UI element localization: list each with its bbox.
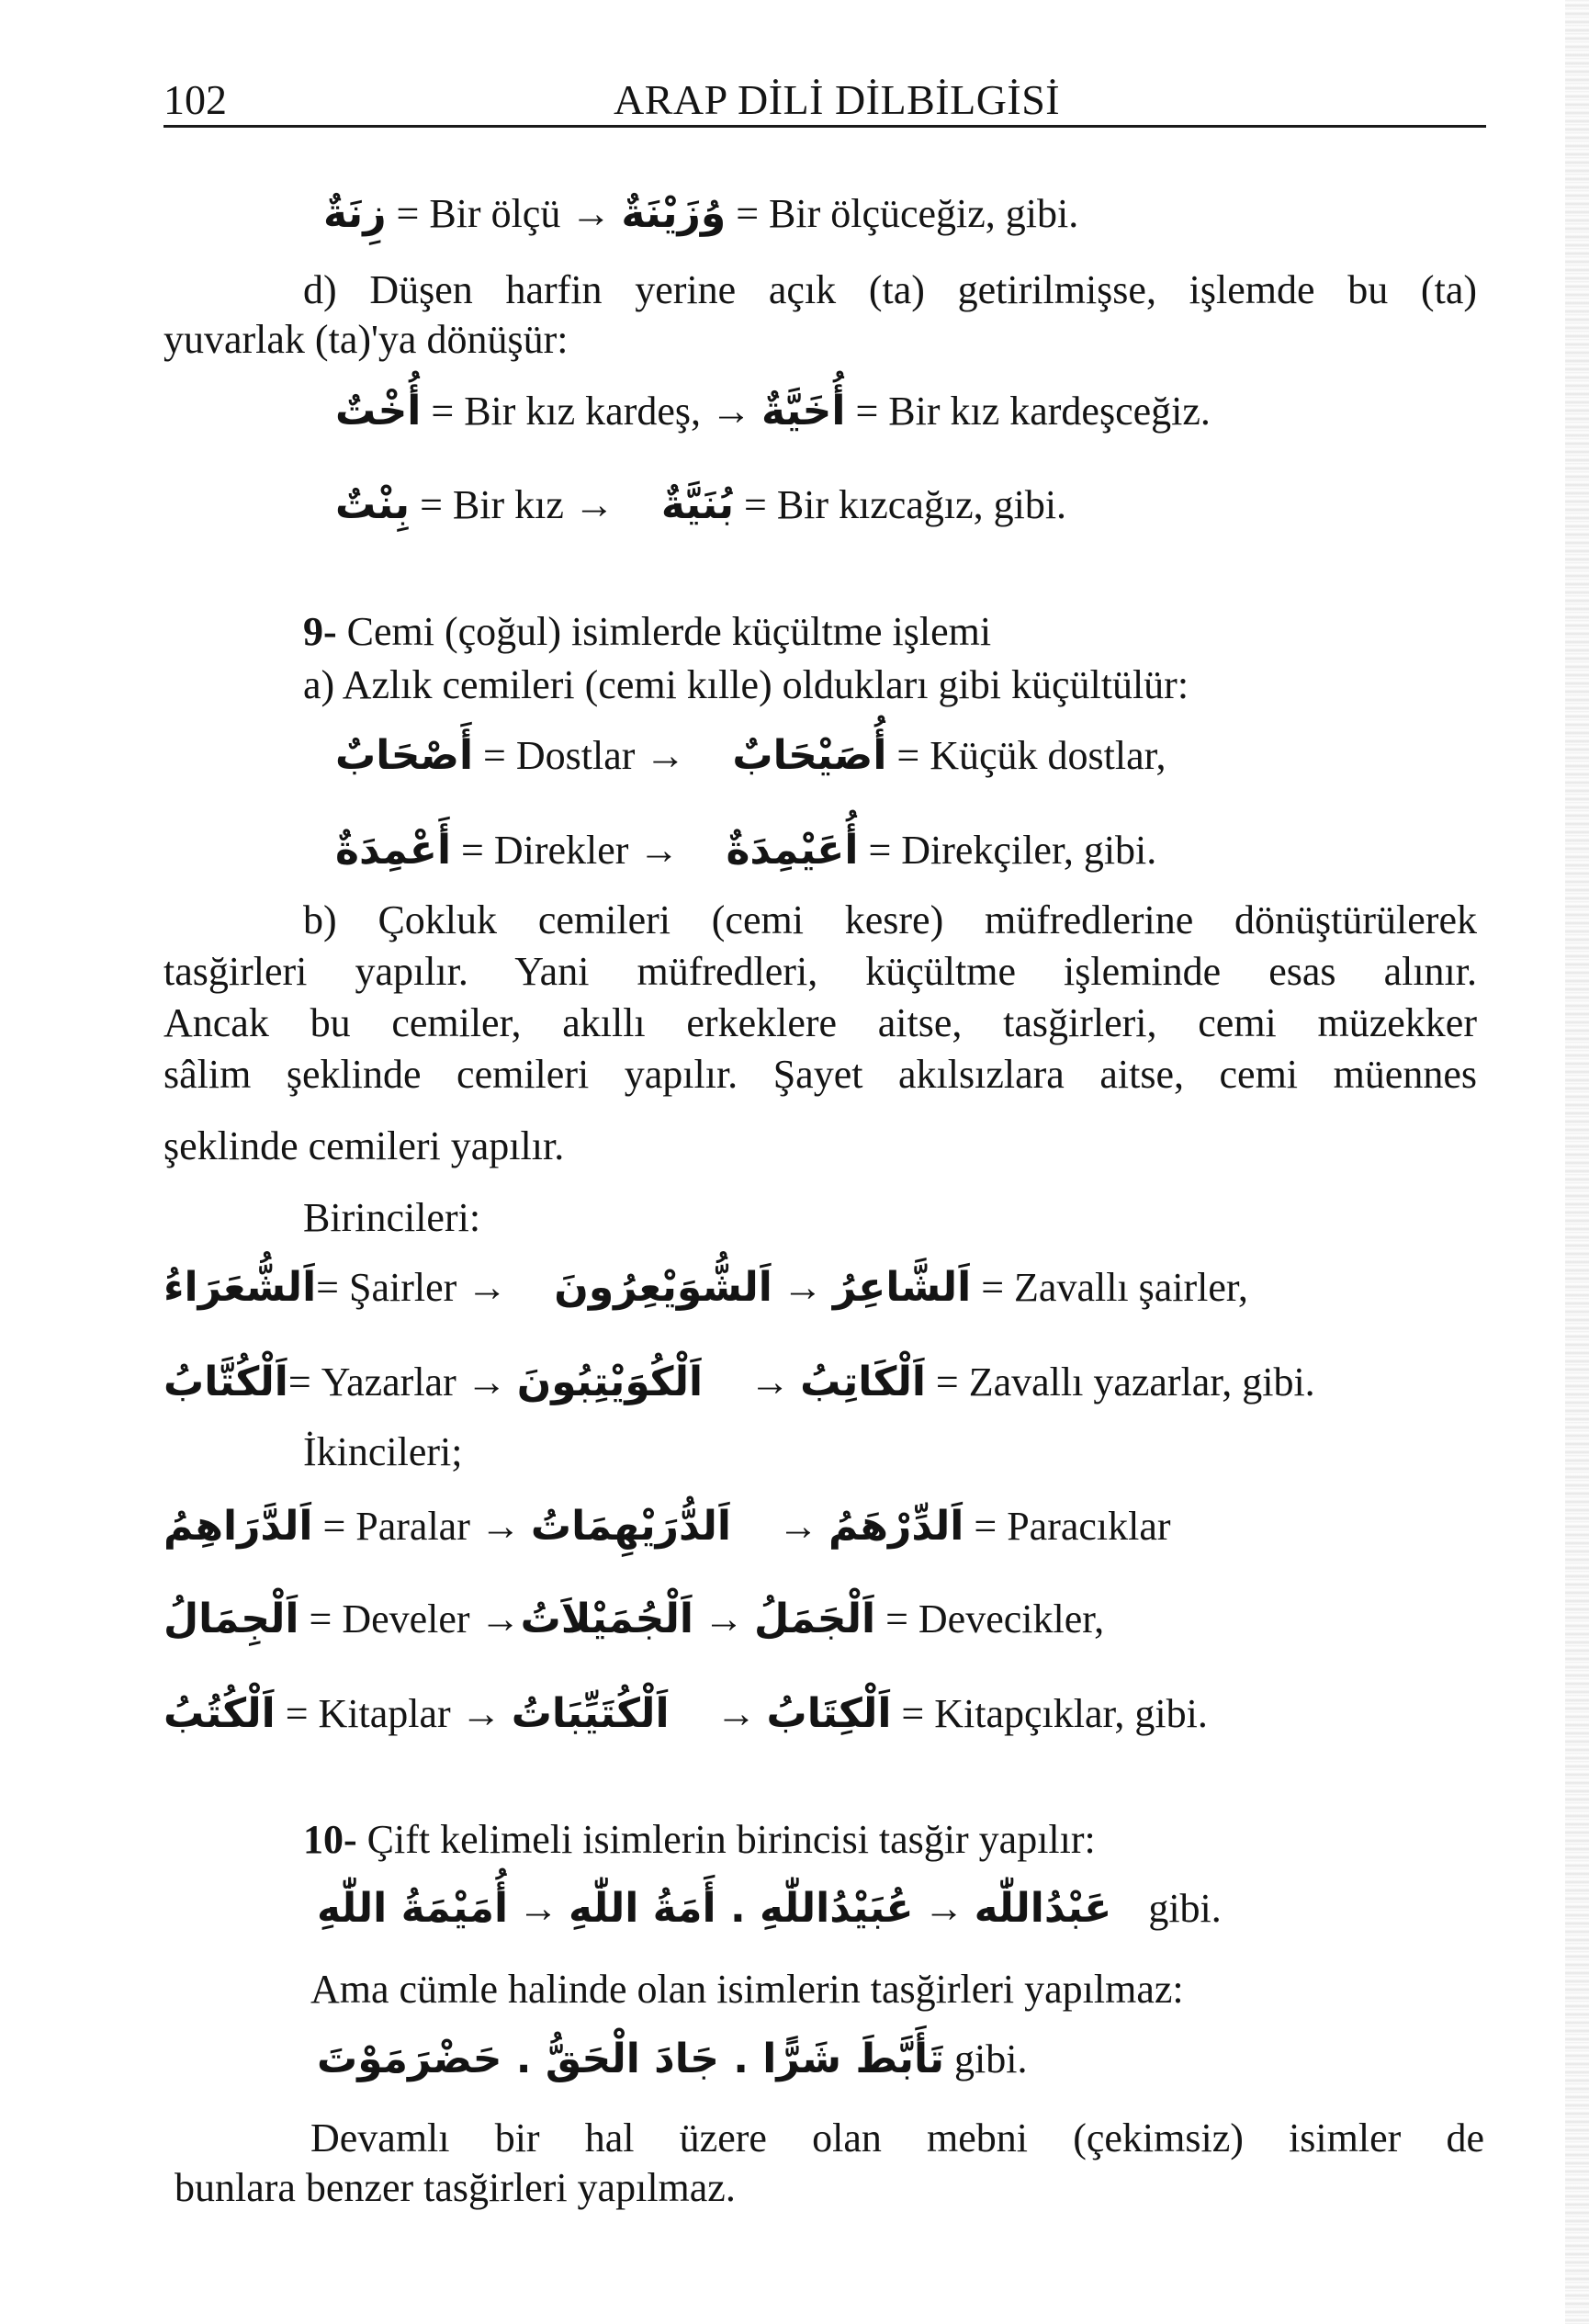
section-9-a: a) Azlık cemileri (cemi kılle) oldukları gibi küçültülür: [303,662,1189,707]
example-line-cimal [163,1594,1104,1645]
paragraph-d-line2: yuvarlak (ta)'ya dönüşür: [163,317,569,362]
paragraph-d-line1: d) Düşen harfin yerine açık (ta) getirilmişse, işlemde bu (ta) [303,267,1477,312]
gloss: = Küçük dostlar, [886,733,1166,778]
gloss: = Devecikler, [875,1596,1105,1641]
gloss: = Şairler → [316,1265,518,1310]
arabic-diminutive: اَلشُّوَيْعِرُونَ [554,1264,772,1311]
paragraph-b-line1: b) Çokluk cemileri (cemi kesre) müfredlerine dönüştürülerek [303,897,1477,942]
page-number: 102 [163,76,227,123]
paragraph-b-line5: şeklinde cemileri yapılır. [163,1123,565,1168]
gloss: gibi. [944,2036,1028,2081]
gloss: = Develer → [299,1596,521,1641]
paragraph-b-line3: Ancak bu cemiler, akıllı erkeklere aitse, tasğirleri, cemi müzekker [163,1000,1477,1045]
section-10-heading [303,1814,1096,1866]
gloss: = Bir kızcağız, gibi. [734,482,1067,527]
gloss: = Direkler → [451,828,690,873]
arabic-term: زِنَةٌ [323,190,387,237]
gloss: = Bir kız kardeşceğiz. [845,389,1211,434]
arabic-diminutive: عُبَيْدُاللّٰهِ . أَمَةُ اللّٰهِ [569,1885,914,1932]
gloss: = Zavallı şairler, [971,1265,1248,1310]
arabic-singular: اَلشَّاعِرُ [832,1264,972,1311]
paragraph-devamli-line2: bunlara benzer tasğirleri yapılmaz. [175,2165,736,2210]
arrow: → [913,1886,975,1931]
arabic-singular: اَلْكِتَابُ [766,1690,892,1737]
example-line-uht [335,386,1211,437]
arabic-term: بِنْتٌ [335,481,411,528]
header-rule [163,125,1486,128]
arabic-diminutive: اَلْجُمَيْلاَتُ [520,1596,693,1642]
arabic-diminutive: اَلدُّرَيْهِمَاتُ [530,1503,732,1550]
example-line-kuttab [163,1357,1315,1408]
subheading-birincileri: Birincileri: [303,1195,481,1240]
arabic-singular: اَلْكَاتِبُ [800,1359,926,1405]
gloss: = Dostlar → [473,733,696,778]
section-title: Cemi (çoğul) isimlerde küçültme işlemi [336,609,992,654]
arabic-singular: اَلْجَمَلُ [753,1596,876,1642]
example-line-sentences [317,2034,1027,2085]
gloss: = Paralar → [312,1504,531,1549]
arrow: → [772,1265,833,1310]
example-line-ashab [335,730,1166,782]
gloss: = Zavallı yazarlar, gibi. [925,1359,1315,1405]
arabic-diminutive: أُعَيْمِدَةٌ [726,827,859,874]
example-line-darahim [163,1501,1171,1552]
example-line-amide [335,825,1156,876]
arabic-diminutive: أُمَيْمَةُ اللّٰهِ [317,1885,509,1932]
arabic-term: اَلْجِمَالُ [163,1596,299,1642]
gloss: = Direkçiler, gibi. [858,828,1157,873]
arrow: → [693,1596,754,1641]
arrow: → [768,1504,829,1549]
gloss: = Yazarlar → [287,1359,517,1405]
arabic-diminutive: وُزَيْنَةٌ [621,190,727,237]
page-edge [1565,0,1589,2324]
arabic-diminutive: اَلْكُتَيِّبَاتُ [511,1690,670,1737]
gloss: = Kitapçıklar, gibi. [891,1691,1208,1736]
gloss: = Bir kız → [410,482,625,527]
gloss: = Bir kız kardeş, → [421,389,762,434]
section-number: 10- [303,1817,357,1862]
example-line-zine [323,188,1078,240]
arabic-diminutive: أُخَيَّةٌ [761,388,846,434]
paragraph-devamli-line1: Devamlı bir hal üzere olan mebni (çekimsiz) isimler de [310,2115,1484,2160]
page-header [163,64,1486,129]
arabic-phrases: تَأَبَّطَ شَرًّا . جَادَ الْحَقُّ . حَضْرَمَوْتَ [317,2036,945,2082]
arabic-term: أَعْمِدَةٌ [335,827,452,874]
arabic-term: اَلْكُتَّابُ [163,1359,288,1405]
paragraph-b-line2: tasğirleri yapılır. Yani müfredleri, küçültme işleminde esas alınır. [163,949,1477,994]
subheading-ikincileri: İkincileri; [303,1429,463,1474]
arrow: → [705,1691,767,1736]
section-9-heading [303,606,991,658]
gloss: = Kitaplar → [275,1691,512,1736]
example-line-bint [335,479,1066,531]
arabic-term: عَبْدُاللّٰه [974,1885,1112,1932]
arabic-term: أَصْحَابٌ [335,732,474,779]
running-title: ARAP DİLİ DİLBİLGİSİ [614,76,1061,123]
arabic-term: اَلشُّعَرَاءُ [163,1264,317,1311]
arabic-diminutive: أُصَيْحَابٌ [732,732,887,779]
arabic-diminutive: بُنَيَّةٌ [660,481,734,528]
gloss: gibi. [1148,1886,1222,1931]
section-title: Çift kelimeli isimlerin birincisi tasğir yapılır: [356,1817,1096,1862]
example-line-abdullah [317,1883,1222,1935]
arabic-term: أُخْتٌ [335,388,422,434]
example-line-shuara [163,1262,1248,1314]
gloss: = Bir ölçü → [386,191,622,236]
paragraph-b-line4: sâlim şeklinde cemileri yapılır. Şayet akılsızlara aitse, cemi müennes [163,1052,1477,1097]
arrow: → [739,1359,801,1405]
gloss: = Bir ölçüceğiz, gibi. [726,191,1079,236]
arabic-diminutive: اَلْكُوَيْتِبُونَ [516,1359,704,1405]
arabic-term: اَلْكُتُبُ [163,1690,276,1737]
gloss: = Paracıklar [964,1504,1171,1549]
arabic-singular: اَلدِّرْهَمُ [828,1503,964,1550]
example-line-kutub [163,1688,1208,1740]
section-number: 9- [303,609,337,654]
arrow: → [508,1886,569,1931]
arabic-term: اَلدَّرَاهِمُ [163,1503,313,1550]
ama-line: Ama cümle halinde olan isimlerin tasğirleri yapılmaz: [310,1967,1184,2012]
